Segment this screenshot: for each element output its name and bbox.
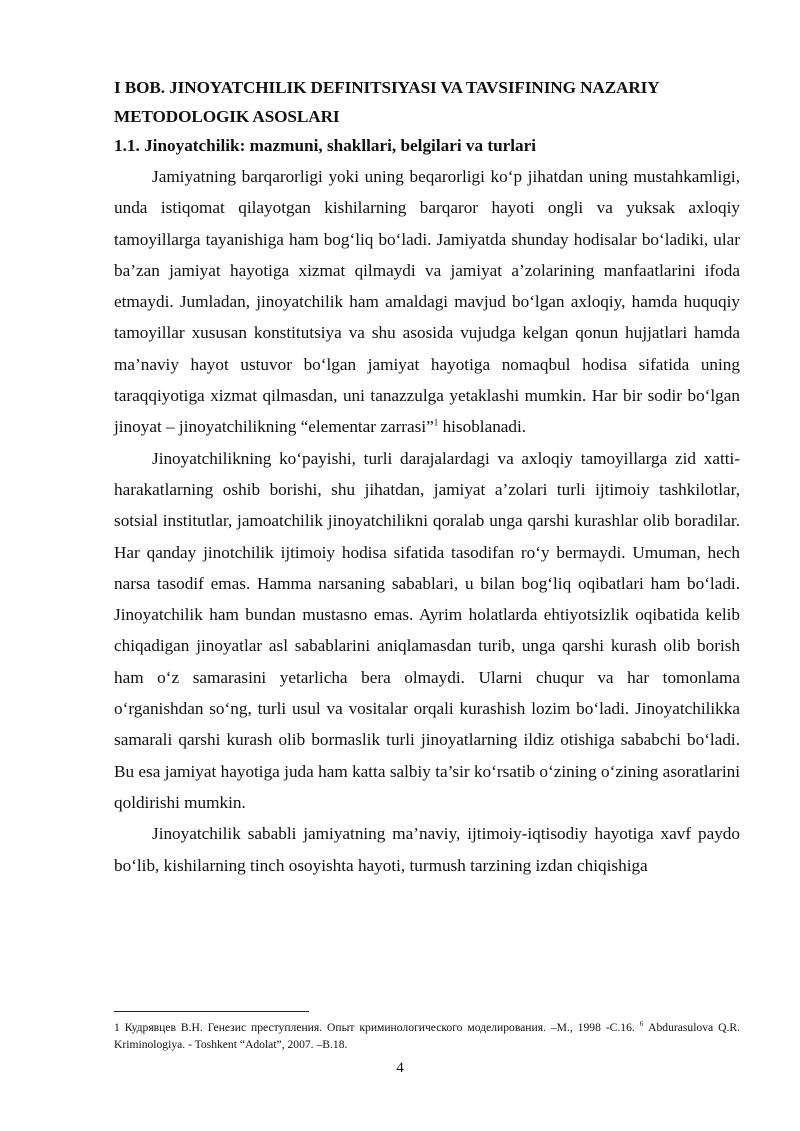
page-body [114,74,740,881]
page-number: 4 [396,1060,404,1076]
paragraph-1 [114,161,740,443]
footnote-reference: 1 [433,417,439,428]
paragraph-1-tail: hisoblanadi. [438,417,527,437]
paragraph-3: Jinoyatchilik sababli jamiyatning ma’naviy, ijtimoiy-iqtisodiy hayotiga xavf paydo bo‘lib, kishilarning tinch osoyishta hayoti, turmush tarzining izdan chiqishiga [114,824,740,875]
footnote [114,1019,740,1053]
footnote-tail: Abdurasulova Q.R. Kriminologiya. - Toshkent “Adolat”, 2007. –B.18. [114,1021,740,1051]
footnote-superscript: 6 [639,1020,644,1029]
paragraph-2: Jinoyatchilikning ko‘payishi, turli darajalardagi va axloqiy tamoyillarga zid xatti-harakatlarning oshib borishi, shu jihatdan, jamiyat a’zolari turli ijtimoiy tashkilotlar, sotsial institutlar, jamoatchilik jinoyatchilikni qoralab unga qarshi kurashlar olib boradilar. Har qanday jinotchilik ijtimoiy hodisa sifatida tasodifan ro‘y bermaydi. Umuman, hech narsa tasodif emas. Hamma narsaning sabablari, u bilan bog‘liq oqibatlari ham bo‘ladi. Jinoyatchilik ham bundan mustasno emas. Ayrim holatlarda ehtiyotsizlik oqibatida kelib chiqadigan jinoyatlar asl sabablarini aniqlamasdan turib, unga qarshi kurash olib borish ham o‘z samarasini yetarlicha bera olmaydi. Ularni chuqur va har tomonlama o‘rganishdan so‘ng, turli usul va vositalar orqali kurashish lozim bo‘ladi. Jinoyatchilikka samarali qarshi kurash olib bormaslik turli jinoyatlarning ildiz otishiga sababchi bo‘ladi. Bu esa jamiyat hayotiga juda ham katta salbiy ta’sir ko‘rsatib o‘zining o‘zining asoratlarini qoldirishi mumkin. [114,448,740,812]
chapter-heading: I BOB. JINOYATCHILIK DEFINITSIYASI VA TAVSIFINING NAZARIY METODOLOGIK ASOSLARI [114,78,659,126]
footnote-text: 1 Кудрявцев В.Н. Генезис преступления. Опыт криминологического моделирования. –М., 1998 -С.16. [114,1021,640,1034]
section-heading: 1.1. Jinoyatchilik: mazmuni, shakllari, belgilari va turlari [114,136,537,155]
paragraph-1-text: Jamiyatning barqarorligi yoki uning beqarorligi ko‘p jihatdan uning mustahkamligi, unda istiqomat qilayotgan kishilarning barqaror hayoti ongli va yuksak axloqiy tamoyillarga tayanishiga ham bog‘liq bo‘ladi. Jamiyatda shunday hodisalar bo‘ladiki, ular ba’zan jamiyat hayotiga xizmat qilmaydi va jamiyat a’zolarining manfaatlarini ifoda etmaydi. Jumladan, jinoyatchilik ham amaldagi mavjud bo‘lgan axloqiy, hamda huquqiy tamoyillar xususan konstitutsiya va shu asosida vujudga kelgan qonun hujjatlari hamda ma’naviy hayot ustuvor bo‘lgan jamiyat hayotiga nomaqbul hodisa sifatida uning taraqqiyotiga xizmat qilmasdan, uni tanazzulga yetaklashi mumkin. Har bir sodir bo‘lgan jinoyat – jinoyatchilikning “elementar zarrasi” [114,167,740,437]
footnote-divider [114,1011,309,1012]
